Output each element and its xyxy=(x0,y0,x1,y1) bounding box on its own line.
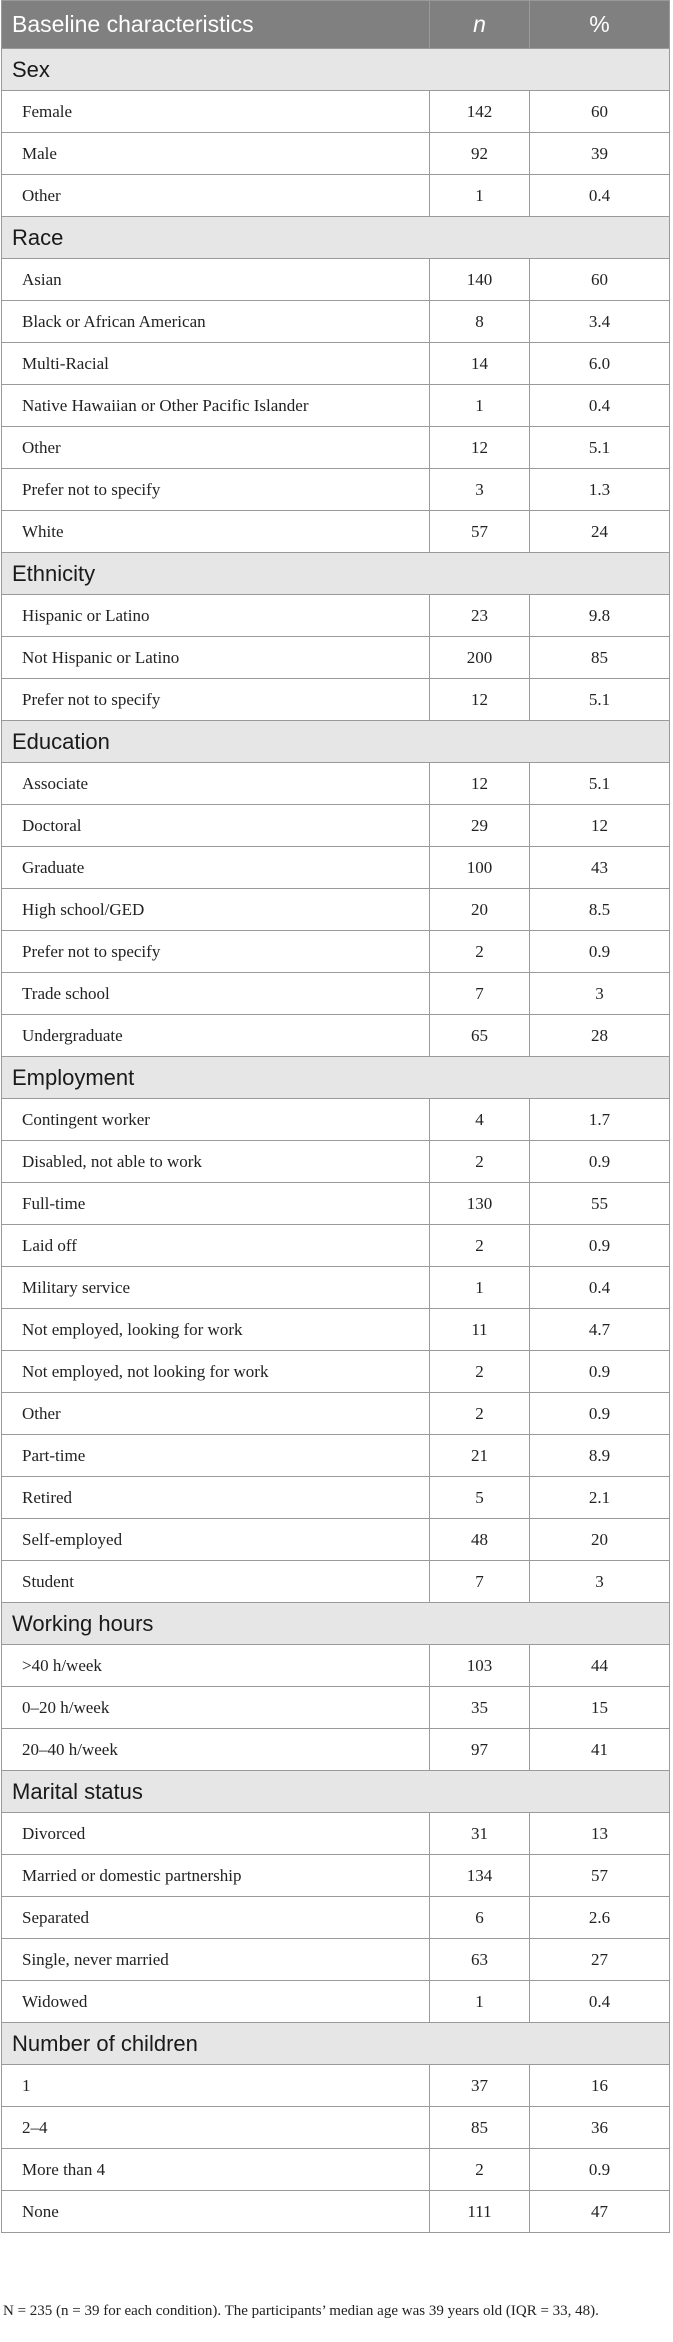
table-row xyxy=(2,1183,670,1225)
row-n-value: 14 xyxy=(430,343,530,385)
row-percent-value: 9.8 xyxy=(530,595,670,637)
row-label: White xyxy=(2,511,430,553)
row-label: Married or domestic partnership xyxy=(2,1855,430,1897)
row-n-value: 2 xyxy=(430,931,530,973)
row-n-value: 7 xyxy=(430,973,530,1015)
row-label: Not Hispanic or Latino xyxy=(2,637,430,679)
category-title: Education xyxy=(2,721,670,763)
row-percent-value: 85 xyxy=(530,637,670,679)
row-n-value: 7 xyxy=(430,1561,530,1603)
row-label: Not employed, looking for work xyxy=(2,1309,430,1351)
row-n-value: 111 xyxy=(430,2191,530,2233)
row-label: Self-employed xyxy=(2,1519,430,1561)
row-label: Doctoral xyxy=(2,805,430,847)
category-title: Working hours xyxy=(2,1603,670,1645)
row-label: Other xyxy=(2,1393,430,1435)
table-row xyxy=(2,1393,670,1435)
row-percent-value: 0.9 xyxy=(530,2149,670,2191)
row-label: Widowed xyxy=(2,1981,430,2023)
table-row xyxy=(2,2191,670,2233)
table-row xyxy=(2,1477,670,1519)
row-label: Laid off xyxy=(2,1225,430,1267)
row-label: Part-time xyxy=(2,1435,430,1477)
row-percent-value: 28 xyxy=(530,1015,670,1057)
category-row xyxy=(2,49,670,91)
table-row xyxy=(2,1435,670,1477)
category-row xyxy=(2,1057,670,1099)
table-footnote: N = 235 (n = 39 for each condition). The participants’ median age was 39 years old (IQR = 33, 48). xyxy=(3,2303,599,2319)
category-title: Employment xyxy=(2,1057,670,1099)
row-percent-value: 8.5 xyxy=(530,889,670,931)
table-row xyxy=(2,2149,670,2191)
row-n-value: 200 xyxy=(430,637,530,679)
row-n-value: 48 xyxy=(430,1519,530,1561)
row-percent-value: 2.6 xyxy=(530,1897,670,1939)
row-percent-value: 13 xyxy=(530,1813,670,1855)
table-row xyxy=(2,259,670,301)
row-label: Male xyxy=(2,133,430,175)
category-title: Marital status xyxy=(2,1771,670,1813)
table-body xyxy=(2,49,670,2233)
row-n-value: 1 xyxy=(430,1267,530,1309)
row-percent-value: 12 xyxy=(530,805,670,847)
row-percent-value: 60 xyxy=(530,259,670,301)
table-row xyxy=(2,1813,670,1855)
row-n-value: 63 xyxy=(430,1939,530,1981)
row-n-value: 12 xyxy=(430,679,530,721)
category-row xyxy=(2,217,670,259)
table-row xyxy=(2,469,670,511)
row-percent-value: 43 xyxy=(530,847,670,889)
row-n-value: 2 xyxy=(430,1393,530,1435)
row-label: Multi-Racial xyxy=(2,343,430,385)
row-percent-value: 36 xyxy=(530,2107,670,2149)
row-n-value: 6 xyxy=(430,1897,530,1939)
table-row xyxy=(2,931,670,973)
table-row xyxy=(2,301,670,343)
row-n-value: 85 xyxy=(430,2107,530,2149)
table-row xyxy=(2,1309,670,1351)
category-title: Number of children xyxy=(2,2023,670,2065)
row-label: High school/GED xyxy=(2,889,430,931)
table-row xyxy=(2,1519,670,1561)
row-n-value: 97 xyxy=(430,1729,530,1771)
row-label: Prefer not to specify xyxy=(2,679,430,721)
table-row xyxy=(2,763,670,805)
row-n-value: 92 xyxy=(430,133,530,175)
row-label: Undergraduate xyxy=(2,1015,430,1057)
category-row xyxy=(2,721,670,763)
row-n-value: 31 xyxy=(430,1813,530,1855)
row-percent-value: 20 xyxy=(530,1519,670,1561)
row-label: 1 xyxy=(2,2065,430,2107)
row-percent-value: 5.1 xyxy=(530,763,670,805)
category-row xyxy=(2,2023,670,2065)
table-row xyxy=(2,679,670,721)
table-row xyxy=(2,385,670,427)
row-percent-value: 24 xyxy=(530,511,670,553)
row-label: Full-time xyxy=(2,1183,430,1225)
table-row xyxy=(2,805,670,847)
row-label: Other xyxy=(2,175,430,217)
row-percent-value: 0.4 xyxy=(530,1267,670,1309)
row-label: 2–4 xyxy=(2,2107,430,2149)
table-row xyxy=(2,1561,670,1603)
row-label: Trade school xyxy=(2,973,430,1015)
row-percent-value: 1.3 xyxy=(530,469,670,511)
header-n: n xyxy=(430,1,530,49)
row-n-value: 12 xyxy=(430,763,530,805)
table-row xyxy=(2,91,670,133)
row-percent-value: 15 xyxy=(530,1687,670,1729)
row-label: Hispanic or Latino xyxy=(2,595,430,637)
row-percent-value: 5.1 xyxy=(530,679,670,721)
row-label: None xyxy=(2,2191,430,2233)
row-label: Female xyxy=(2,91,430,133)
row-n-value: 29 xyxy=(430,805,530,847)
table-row xyxy=(2,133,670,175)
category-row xyxy=(2,1771,670,1813)
category-title: Ethnicity xyxy=(2,553,670,595)
row-n-value: 12 xyxy=(430,427,530,469)
table-header xyxy=(2,1,670,49)
row-label: Student xyxy=(2,1561,430,1603)
row-n-value: 37 xyxy=(430,2065,530,2107)
table-row xyxy=(2,1267,670,1309)
row-percent-value: 0.9 xyxy=(530,1225,670,1267)
row-percent-value: 39 xyxy=(530,133,670,175)
row-label: Associate xyxy=(2,763,430,805)
table-row xyxy=(2,595,670,637)
table-row xyxy=(2,973,670,1015)
row-percent-value: 3.4 xyxy=(530,301,670,343)
header-percent: % xyxy=(530,1,670,49)
table-row xyxy=(2,1729,670,1771)
row-percent-value: 27 xyxy=(530,1939,670,1981)
row-percent-value: 55 xyxy=(530,1183,670,1225)
table-row xyxy=(2,1897,670,1939)
row-n-value: 134 xyxy=(430,1855,530,1897)
row-n-value: 140 xyxy=(430,259,530,301)
category-title: Race xyxy=(2,217,670,259)
table-row xyxy=(2,1099,670,1141)
row-percent-value: 6.0 xyxy=(530,343,670,385)
row-n-value: 2 xyxy=(430,1141,530,1183)
table-row xyxy=(2,1141,670,1183)
row-percent-value: 4.7 xyxy=(530,1309,670,1351)
table-row xyxy=(2,2107,670,2149)
row-n-value: 8 xyxy=(430,301,530,343)
row-percent-value: 60 xyxy=(530,91,670,133)
row-n-value: 4 xyxy=(430,1099,530,1141)
table-row xyxy=(2,847,670,889)
row-label: >40 h/week xyxy=(2,1645,430,1687)
row-n-value: 21 xyxy=(430,1435,530,1477)
row-percent-value: 41 xyxy=(530,1729,670,1771)
table-row xyxy=(2,1687,670,1729)
row-n-value: 65 xyxy=(430,1015,530,1057)
row-n-value: 103 xyxy=(430,1645,530,1687)
row-n-value: 2 xyxy=(430,1225,530,1267)
row-percent-value: 1.7 xyxy=(530,1099,670,1141)
row-percent-value: 44 xyxy=(530,1645,670,1687)
row-n-value: 130 xyxy=(430,1183,530,1225)
category-row xyxy=(2,1603,670,1645)
row-label: Native Hawaiian or Other Pacific Islander xyxy=(2,385,430,427)
row-percent-value: 0.4 xyxy=(530,385,670,427)
header-row xyxy=(2,1,670,49)
row-percent-value: 3 xyxy=(530,973,670,1015)
table-row xyxy=(2,1939,670,1981)
row-label: Asian xyxy=(2,259,430,301)
row-percent-value: 57 xyxy=(530,1855,670,1897)
row-n-value: 57 xyxy=(430,511,530,553)
row-label: 0–20 h/week xyxy=(2,1687,430,1729)
row-percent-value: 8.9 xyxy=(530,1435,670,1477)
row-label: Retired xyxy=(2,1477,430,1519)
table-row xyxy=(2,427,670,469)
table-row xyxy=(2,1015,670,1057)
category-row xyxy=(2,553,670,595)
row-label: 20–40 h/week xyxy=(2,1729,430,1771)
row-label: More than 4 xyxy=(2,2149,430,2191)
row-n-value: 2 xyxy=(430,1351,530,1393)
row-label: Disabled, not able to work xyxy=(2,1141,430,1183)
row-n-value: 35 xyxy=(430,1687,530,1729)
row-label: Prefer not to specify xyxy=(2,469,430,511)
table-row xyxy=(2,343,670,385)
table-row xyxy=(2,1645,670,1687)
header-characteristics: Baseline characteristics xyxy=(2,1,430,49)
table-row xyxy=(2,1855,670,1897)
row-percent-value: 16 xyxy=(530,2065,670,2107)
row-label: Military service xyxy=(2,1267,430,1309)
table-row xyxy=(2,2065,670,2107)
row-n-value: 2 xyxy=(430,2149,530,2191)
table-row xyxy=(2,1981,670,2023)
table-row xyxy=(2,637,670,679)
row-label: Graduate xyxy=(2,847,430,889)
row-percent-value: 2.1 xyxy=(530,1477,670,1519)
row-n-value: 23 xyxy=(430,595,530,637)
row-label: Black or African American xyxy=(2,301,430,343)
row-label: Prefer not to specify xyxy=(2,931,430,973)
row-percent-value: 0.4 xyxy=(530,175,670,217)
row-label: Single, never married xyxy=(2,1939,430,1981)
row-label: Separated xyxy=(2,1897,430,1939)
table-row xyxy=(2,175,670,217)
row-percent-value: 0.9 xyxy=(530,931,670,973)
table-row xyxy=(2,889,670,931)
row-n-value: 1 xyxy=(430,385,530,427)
row-percent-value: 0.9 xyxy=(530,1351,670,1393)
row-label: Not employed, not looking for work xyxy=(2,1351,430,1393)
baseline-characteristics-table xyxy=(1,0,670,2233)
row-label: Contingent worker xyxy=(2,1099,430,1141)
row-n-value: 3 xyxy=(430,469,530,511)
row-n-value: 1 xyxy=(430,1981,530,2023)
row-percent-value: 47 xyxy=(530,2191,670,2233)
row-n-value: 11 xyxy=(430,1309,530,1351)
row-label: Other xyxy=(2,427,430,469)
row-percent-value: 5.1 xyxy=(530,427,670,469)
row-percent-value: 0.4 xyxy=(530,1981,670,2023)
row-n-value: 1 xyxy=(430,175,530,217)
table-row xyxy=(2,511,670,553)
row-percent-value: 0.9 xyxy=(530,1393,670,1435)
category-title: Sex xyxy=(2,49,670,91)
row-label: Divorced xyxy=(2,1813,430,1855)
table-row xyxy=(2,1225,670,1267)
row-n-value: 142 xyxy=(430,91,530,133)
row-n-value: 5 xyxy=(430,1477,530,1519)
row-n-value: 20 xyxy=(430,889,530,931)
row-percent-value: 0.9 xyxy=(530,1141,670,1183)
row-n-value: 100 xyxy=(430,847,530,889)
table-row xyxy=(2,1351,670,1393)
row-percent-value: 3 xyxy=(530,1561,670,1603)
